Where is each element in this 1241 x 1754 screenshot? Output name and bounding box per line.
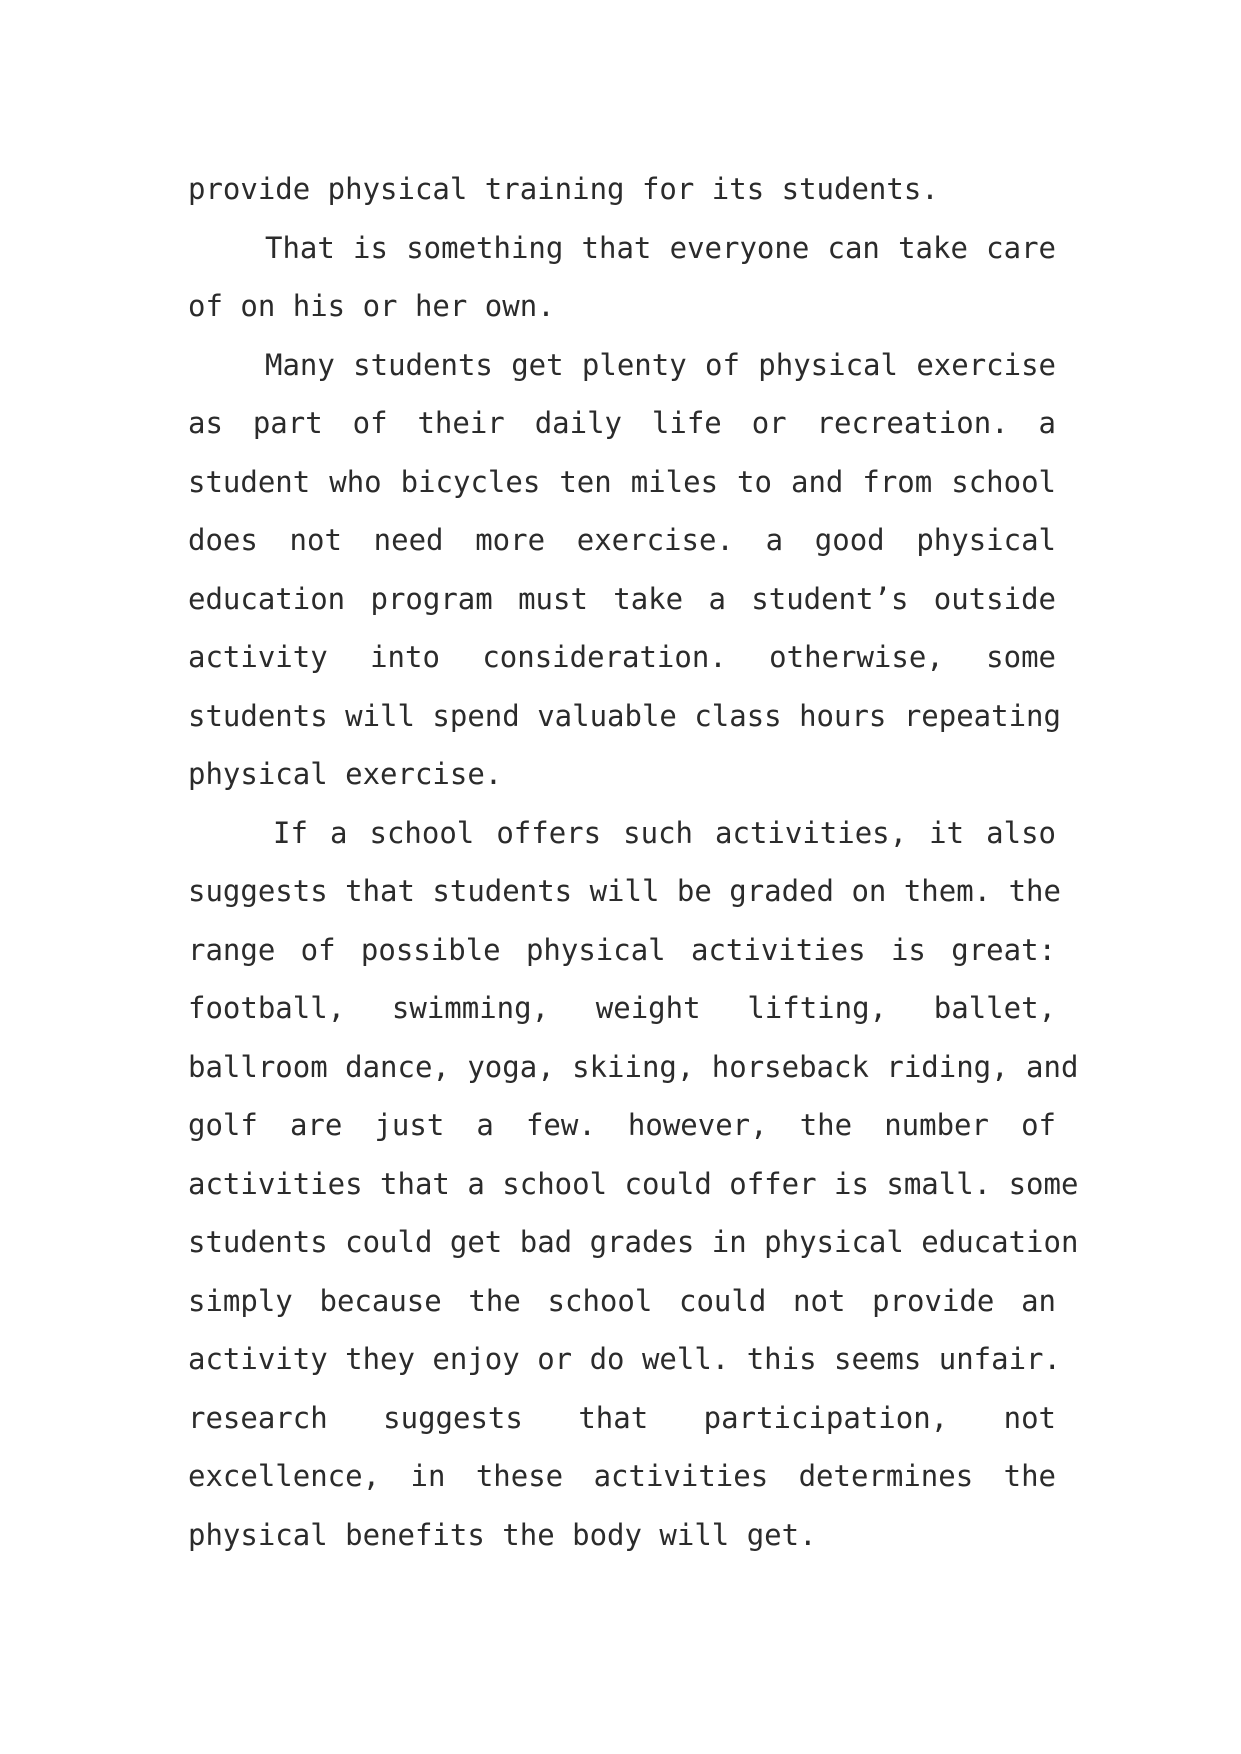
text-line: physical benefits the body will get.	[188, 1517, 817, 1552]
body-text	[188, 160, 1079, 1564]
text-line: football, swimming, weight lifting, ballet,	[188, 991, 1056, 1025]
text-line: activity they enjoy or do well. this seems unfair.	[188, 1342, 1061, 1376]
text-line: suggests that students will be graded on them. the	[188, 874, 1061, 908]
text-line: golf are just a few. however, the number of	[188, 1108, 1056, 1142]
text-line: provide physical training for its students.	[188, 172, 939, 206]
text-line: student who bicycles ten miles to and from school	[188, 464, 1056, 499]
text-line: as part of their daily life or recreation. a	[188, 406, 1056, 440]
text-line: excellence, in these activities determines the	[188, 1459, 1056, 1493]
text-line: ballroom dance, yoga, skiing, horseback riding, and	[188, 1049, 1079, 1084]
text-line: activity into consideration. otherwise, some	[188, 640, 1056, 674]
text-line: activities that a school could offer is small. some	[188, 1166, 1079, 1201]
text-line: of on his or her own.	[188, 289, 555, 323]
text-line: education program must take a student’s outside	[188, 581, 1056, 616]
text-line: research suggests that participation, not	[188, 1400, 1056, 1435]
paragraph-first-line: That is something that everyone can take care	[265, 230, 1056, 265]
text-line: students will spend valuable class hours repeating	[188, 698, 1061, 733]
text-line: range of possible physical activities is great:	[188, 932, 1056, 967]
paragraph-first-line: Many students get plenty of physical exercise	[265, 347, 1056, 382]
text-line: students could get bad grades in physical education	[188, 1225, 1079, 1259]
text-line: physical exercise.	[188, 757, 503, 791]
text-line: does not need more exercise. a good physical	[188, 523, 1056, 557]
text-line: simply because the school could not provide an	[188, 1283, 1056, 1318]
paragraph-first-line: If a school offers such activities, it also	[273, 815, 1056, 850]
